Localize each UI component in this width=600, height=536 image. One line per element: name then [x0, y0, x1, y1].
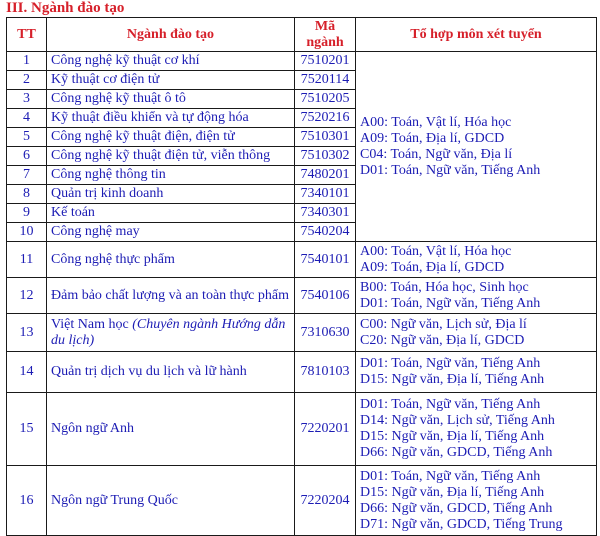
- table-row: [7, 52, 597, 71]
- row-tt: 1: [7, 52, 47, 71]
- row-major: Công nghệ kỹ thuật ô tô: [47, 90, 295, 109]
- row-tt: 12: [7, 278, 47, 314]
- row-code: 7510201: [295, 52, 356, 71]
- row-code: 7510205: [295, 90, 356, 109]
- row-code: 7540106: [295, 278, 356, 314]
- combo-group-15: [356, 393, 597, 466]
- combo-group-14: [356, 352, 597, 393]
- majors-table: [6, 17, 597, 536]
- row-tt: 3: [7, 90, 47, 109]
- table-header-row: [7, 18, 597, 52]
- row-code: 7810103: [295, 352, 356, 393]
- row-major: Ngôn ngữ Trung Quốc: [47, 466, 295, 536]
- combo-group-11: [356, 242, 597, 278]
- header-code: [295, 18, 356, 52]
- table-row: [7, 352, 597, 393]
- combo-group-13: [356, 314, 597, 352]
- combo-line: D66: Ngữ văn, GDCD, Tiếng Anh: [360, 500, 553, 516]
- header-major: Ngành đào tạo: [47, 18, 295, 52]
- combo-line: C00: Ngữ văn, Lịch sử, Địa lí: [360, 316, 527, 332]
- table-row: [7, 314, 597, 352]
- combo-line: A00: Toán, Vật lí, Hóa học: [360, 114, 512, 130]
- combo-line: D15: Ngữ văn, Địa lí, Tiếng Anh: [360, 372, 545, 387]
- combo-line: B00: Toán, Hóa học, Sinh học: [360, 279, 529, 295]
- row-major: Kỹ thuật điều khiển và tự động hóa: [47, 109, 295, 128]
- row-major: Quản trị dịch vụ du lịch và lữ hành: [47, 352, 295, 393]
- combo-line: D01: Toán, Ngữ văn, Tiếng Anh: [360, 162, 541, 178]
- row-major: Công nghệ may: [47, 223, 295, 242]
- combo-line: A09: Toán, Địa lí, GDCD: [360, 130, 505, 146]
- row-major: Ngôn ngữ Anh: [47, 393, 295, 466]
- row-major-text: Việt Nam học: [51, 316, 129, 332]
- table-row: [7, 242, 597, 278]
- row-code: 7540204: [295, 223, 356, 242]
- combo-line: D71: Ngữ văn, GDCD, Tiếng Trung: [360, 516, 563, 532]
- row-code: 7520114: [295, 71, 356, 90]
- row-tt: 15: [7, 393, 47, 466]
- combo-line: A09: Toán, Địa lí, GDCD: [360, 259, 505, 275]
- row-code: 7510302: [295, 147, 356, 166]
- row-code: 7510301: [295, 128, 356, 147]
- row-tt: 8: [7, 185, 47, 204]
- combo-line: D15: Ngữ văn, Địa lí, Tiếng Anh: [360, 484, 545, 500]
- section-title: III. Ngành đào tạo: [6, 0, 125, 16]
- combo-group-1: [356, 52, 597, 242]
- combo-group-12: [356, 278, 597, 314]
- combo-line: C20: Ngữ văn, Địa lí, GDCD: [360, 332, 525, 348]
- row-tt: 2: [7, 71, 47, 90]
- row-major: Công nghệ thông tin: [47, 166, 295, 185]
- row-code: 7310630: [295, 314, 356, 352]
- row-code: 7220201: [295, 393, 356, 466]
- combo-line: D01: Toán, Ngữ văn, Tiếng Anh: [360, 295, 541, 311]
- combo-line: A00: Toán, Vật lí, Hóa học: [360, 243, 512, 259]
- row-tt: 5: [7, 128, 47, 147]
- row-code: 7340101: [295, 185, 356, 204]
- combo-group-16: [356, 466, 597, 536]
- row-major: Công nghệ kỹ thuật điện, điện tử: [47, 128, 295, 147]
- row-tt: 10: [7, 223, 47, 242]
- row-tt: 6: [7, 147, 47, 166]
- header-tt: TT: [7, 18, 47, 52]
- row-tt: 16: [7, 466, 47, 536]
- row-major: Kế toán: [47, 204, 295, 223]
- row-code: 7520216: [295, 109, 356, 128]
- row-tt: 13: [7, 314, 47, 352]
- combo-line: D66: Ngữ văn, GDCD, Tiếng Anh: [360, 445, 553, 460]
- table-row: [7, 393, 597, 466]
- row-tt: 9: [7, 204, 47, 223]
- combo-line: D14: Ngữ văn, Lịch sử, Tiếng Anh: [360, 413, 555, 428]
- combo-line: D15: Ngữ văn, Địa lí, Tiếng Anh: [360, 429, 545, 444]
- row-code: 7340301: [295, 204, 356, 223]
- row-major: Công nghệ thực phẩm: [47, 242, 295, 278]
- combo-line: D01: Toán, Ngữ văn, Tiếng Anh: [360, 356, 541, 371]
- row-tt: 4: [7, 109, 47, 128]
- row-tt: 7: [7, 166, 47, 185]
- row-code: 7480201: [295, 166, 356, 185]
- table-row: [7, 278, 597, 314]
- row-major: Công nghệ kỹ thuật cơ khí: [47, 52, 295, 71]
- row-major: Đảm bảo chất lượng và an toàn thực phẩm: [47, 278, 295, 314]
- header-combos: Tổ hợp môn xét tuyển: [356, 18, 597, 52]
- row-major: [47, 314, 295, 352]
- row-code: 7220204: [295, 466, 356, 536]
- header-code-line2: ngành: [306, 34, 344, 50]
- header-code-line1: Mã: [314, 18, 336, 34]
- combo-line: D01: Toán, Ngữ văn, Tiếng Anh: [360, 468, 541, 484]
- row-major: Kỹ thuật cơ điện tử: [47, 71, 295, 90]
- row-major: Công nghệ kỹ thuật điện tử, viễn thông: [47, 147, 295, 166]
- row-code: 7540101: [295, 242, 356, 278]
- row-tt: 14: [7, 352, 47, 393]
- row-major-note: (Chuyên ngành Hướng dẫn du lịch): [51, 316, 286, 348]
- combo-line: C04: Toán, Ngữ văn, Địa lí: [360, 146, 513, 162]
- table-row: [7, 466, 597, 536]
- row-tt: 11: [7, 242, 47, 278]
- row-major: Quản trị kinh doanh: [47, 185, 295, 204]
- combo-line: D01: Toán, Ngữ văn, Tiếng Anh: [360, 397, 541, 412]
